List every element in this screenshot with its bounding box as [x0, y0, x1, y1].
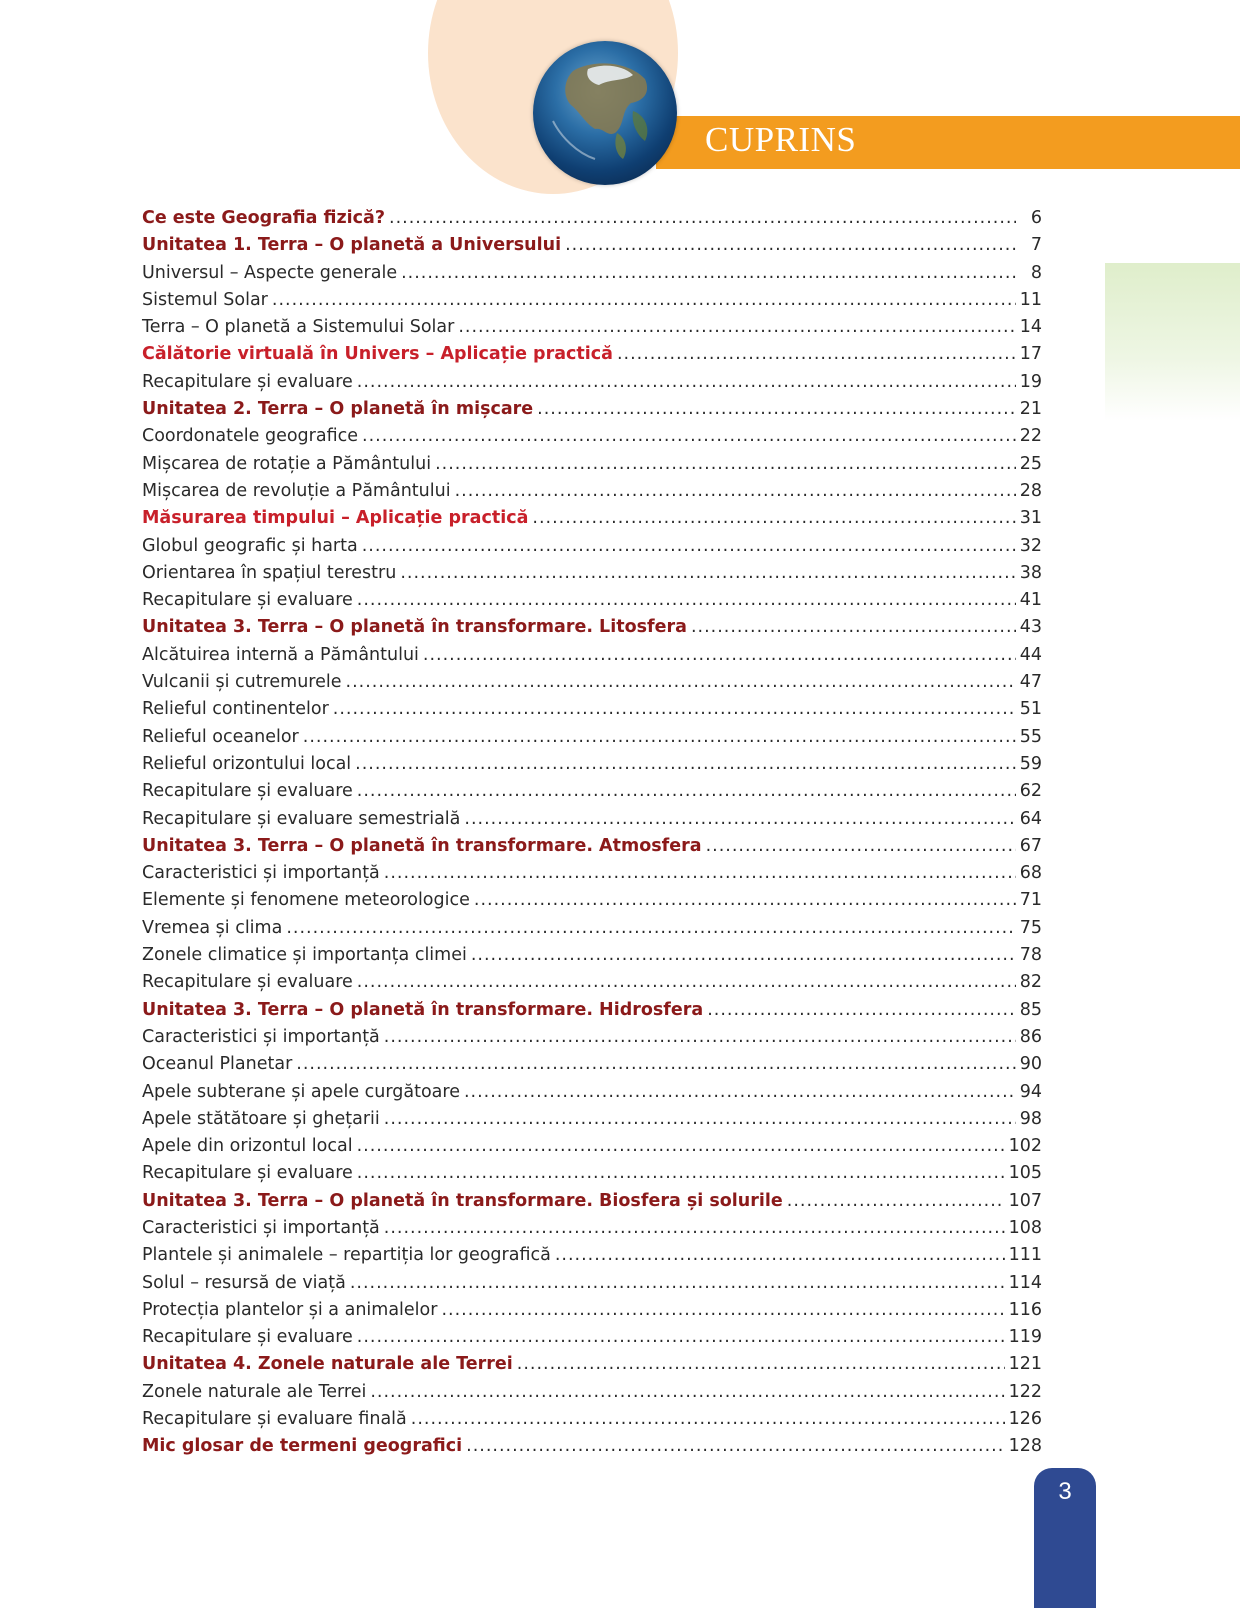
- toc-leader-dots: [362, 533, 1016, 560]
- toc-entry-page: 94: [1019, 1081, 1042, 1102]
- toc-entry: [142, 369, 1042, 396]
- toc-entry-title: Globul geografic și harta: [142, 535, 358, 556]
- toc-leader-dots: [346, 669, 1016, 696]
- toc-entry-page: 28: [1019, 480, 1042, 501]
- toc-entry-page: 121: [1008, 1354, 1042, 1375]
- toc-entry-page: 41: [1019, 590, 1042, 611]
- toc-heading: [142, 205, 1042, 232]
- toc-entry-title: Caracteristici și importanță: [142, 1026, 380, 1047]
- toc-entry-page: 102: [1008, 1136, 1042, 1157]
- toc-leader-dots: [286, 915, 1015, 942]
- toc-entry-page: 78: [1019, 945, 1042, 966]
- toc-leader-dots: [565, 232, 1016, 259]
- toc-leader-dots: [357, 778, 1016, 805]
- toc-entry: [142, 1379, 1042, 1406]
- toc-entry: [142, 887, 1042, 914]
- toc-heading: [142, 614, 1042, 641]
- toc-entry-title: Universul – Aspecte generale: [142, 262, 398, 283]
- toc-entry: [142, 1133, 1042, 1160]
- toc-entry-title: Apele din orizontul local: [142, 1136, 353, 1157]
- toc-entry-page: 6: [1030, 208, 1042, 228]
- toc-entry-title: Recapitulare și evaluare finală: [142, 1409, 407, 1430]
- toc-entry-page: 114: [1008, 1272, 1042, 1293]
- globe-icon: [533, 41, 677, 185]
- toc-entry: [142, 533, 1042, 560]
- toc-entry: [142, 1270, 1042, 1297]
- toc-entry: [142, 1406, 1042, 1433]
- toc-entry-title: Călătorie virtuală în Univers – Aplicație practică: [142, 344, 613, 365]
- toc-leader-dots: [357, 1324, 1005, 1351]
- toc-entry-page: 43: [1019, 617, 1042, 638]
- toc-entry: [142, 669, 1042, 696]
- toc-leader-dots: [357, 369, 1016, 396]
- toc-leader-dots: [706, 833, 1016, 860]
- toc-leader-dots: [370, 1379, 1004, 1406]
- toc-leader-dots: [384, 1106, 1016, 1133]
- toc-entry: [142, 751, 1042, 778]
- toc-entry-title: Recapitulare și evaluare: [142, 781, 353, 802]
- toc-entry-title: Relieful continentelor: [142, 699, 329, 720]
- toc-entry-page: 17: [1019, 344, 1042, 365]
- toc-entry-title: Unitatea 2. Terra – O planetă în mișcare: [142, 399, 534, 420]
- toc-entry-title: Apele stătătoare și ghețarii: [142, 1108, 380, 1129]
- toc-entry: [142, 1160, 1042, 1187]
- toc-entry-title: Apele subterane și apele curgătoare: [142, 1081, 460, 1102]
- toc-entry-page: 111: [1008, 1245, 1042, 1266]
- page-number: 3: [1058, 1478, 1072, 1505]
- toc-entry-page: 75: [1019, 917, 1042, 938]
- toc-entry-title: Vulcanii și cutremurele: [142, 672, 342, 693]
- toc-entry: [142, 1024, 1042, 1051]
- toc-heading: [142, 1188, 1042, 1215]
- toc-leader-dots: [464, 806, 1015, 833]
- toc-entry: [142, 1079, 1042, 1106]
- toc-entry-page: 47: [1019, 672, 1042, 693]
- toc-entry: [142, 260, 1042, 287]
- toc-leader-dots: [471, 942, 1016, 969]
- toc-entry-title: Vremea și clima: [142, 917, 283, 938]
- toc-entry-title: Ce este Geografia fizică?: [142, 208, 386, 228]
- toc-entry-title: Recapitulare și evaluare: [142, 1327, 353, 1348]
- toc-leader-dots: [272, 287, 1016, 314]
- toc-entry-title: Protecția plantelor și a animalelor: [142, 1299, 438, 1320]
- toc-entry-page: 86: [1019, 1026, 1042, 1047]
- toc-entry-page: 38: [1019, 562, 1042, 583]
- toc-leader-dots: [464, 1079, 1016, 1106]
- toc-entry-title: Măsurarea timpului – Aplicație practică: [142, 508, 529, 529]
- toc-entry-title: Caracteristici și importanță: [142, 1217, 380, 1238]
- toc-entry-page: 25: [1019, 453, 1042, 474]
- toc-entry: [142, 860, 1042, 887]
- toc-heading: [142, 997, 1042, 1024]
- toc-entry: [142, 778, 1042, 805]
- toc-entry-page: 21: [1019, 399, 1042, 420]
- toc-entry: [142, 1242, 1042, 1269]
- toc-entry: [142, 1106, 1042, 1133]
- toc-entry-page: 108: [1008, 1217, 1042, 1238]
- toc-leader-dots: [355, 751, 1016, 778]
- toc-leader-dots: [555, 1242, 1005, 1269]
- toc-entry-page: 22: [1019, 426, 1042, 447]
- toc-entry-page: 105: [1008, 1163, 1042, 1184]
- toc-entry-page: 51: [1019, 699, 1042, 720]
- toc-entry-title: Plantele și animalele – repartiția lor geografică: [142, 1245, 551, 1266]
- toc-entry: [142, 969, 1042, 996]
- toc-leader-dots: [787, 1188, 1005, 1215]
- toc-heading: [142, 341, 1042, 368]
- toc-heading: [142, 396, 1042, 423]
- toc-entry-page: 8: [1030, 262, 1042, 283]
- toc-entry: [142, 560, 1042, 587]
- toc-entry-page: 82: [1019, 972, 1042, 993]
- toc-entry: [142, 1297, 1042, 1324]
- toc-entry-page: 126: [1008, 1409, 1042, 1430]
- toc-heading: [142, 833, 1042, 860]
- toc-heading: [142, 232, 1042, 259]
- toc-entry-page: 90: [1019, 1054, 1042, 1075]
- toc-leader-dots: [384, 1024, 1016, 1051]
- toc-leader-dots: [441, 1297, 1004, 1324]
- toc-entry-title: Unitatea 3. Terra – O planetă în transformare. Hidrosfera: [142, 999, 704, 1020]
- toc-entry: [142, 314, 1042, 341]
- toc-entry: [142, 451, 1042, 478]
- toc-leader-dots: [296, 1051, 1015, 1078]
- toc-leader-dots: [333, 696, 1016, 723]
- toc-leader-dots: [455, 478, 1016, 505]
- toc-entry-page: 44: [1019, 644, 1042, 665]
- toc-entry-page: 59: [1019, 753, 1042, 774]
- toc-entry-title: Mic glosar de termeni geografici: [142, 1436, 463, 1457]
- table-of-contents: [142, 205, 1042, 1461]
- toc-entry-title: Solul – resursă de viață: [142, 1272, 346, 1293]
- toc-leader-dots: [350, 1270, 1005, 1297]
- toc-entry-title: Recapitulare și evaluare: [142, 371, 353, 392]
- toc-entry-page: 31: [1019, 508, 1042, 529]
- toc-entry: [142, 287, 1042, 314]
- toc-leader-dots: [423, 642, 1016, 669]
- toc-entry-page: 19: [1019, 371, 1042, 392]
- toc-heading: [142, 1433, 1042, 1460]
- toc-heading: [142, 1351, 1042, 1378]
- toc-entry-title: Recapitulare și evaluare: [142, 590, 353, 611]
- toc-entry-page: 11: [1019, 289, 1042, 310]
- toc-entry-title: Unitatea 4. Zonele naturale ale Terrei: [142, 1354, 513, 1375]
- toc-entry-page: 62: [1019, 781, 1042, 802]
- toc-entry: [142, 1215, 1042, 1242]
- toc-entry-page: 68: [1019, 863, 1042, 884]
- toc-entry-page: 98: [1019, 1108, 1042, 1129]
- toc-entry: [142, 1051, 1042, 1078]
- page-title: CUPRINS: [705, 120, 857, 159]
- toc-entry-page: 64: [1019, 808, 1042, 829]
- toc-entry-page: 116: [1008, 1299, 1042, 1320]
- toc-entry: [142, 642, 1042, 669]
- toc-entry-title: Recapitulare și evaluare semestrială: [142, 808, 461, 829]
- toc-leader-dots: [707, 997, 1015, 1024]
- toc-entry-page: 71: [1019, 890, 1042, 911]
- toc-entry-title: Sistemul Solar: [142, 289, 268, 310]
- toc-entry-page: 14: [1019, 317, 1042, 338]
- toc-entry-title: Alcătuirea internă a Pământului: [142, 644, 419, 665]
- toc-entry-title: Zonele climatice și importanța climei: [142, 945, 467, 966]
- toc-leader-dots: [362, 423, 1016, 450]
- toc-entry-page: 107: [1008, 1190, 1042, 1211]
- toc-entry: [142, 915, 1042, 942]
- toc-leader-dots: [435, 451, 1016, 478]
- toc-entry-title: Elemente și fenomene meteorologice: [142, 890, 470, 911]
- toc-leader-dots: [357, 969, 1016, 996]
- toc-leader-dots: [537, 396, 1016, 423]
- toc-entry-title: Oceanul Planetar: [142, 1054, 293, 1075]
- toc-leader-dots: [400, 560, 1015, 587]
- toc-entry: [142, 478, 1042, 505]
- toc-leader-dots: [384, 1215, 1005, 1242]
- toc-entry-title: Coordonatele geografice: [142, 426, 358, 447]
- toc-entry-title: Caracteristici și importanță: [142, 863, 380, 884]
- toc-entry-page: 128: [1008, 1436, 1042, 1457]
- toc-entry-title: Mișcarea de revoluție a Pământului: [142, 480, 451, 501]
- toc-entry-title: Recapitulare și evaluare: [142, 1163, 353, 1184]
- toc-heading: [142, 505, 1042, 532]
- toc-leader-dots: [357, 1160, 1005, 1187]
- toc-entry-title: Orientarea în spațiul terestru: [142, 562, 397, 583]
- toc-entry-title: Unitatea 1. Terra – O planetă a Universului: [142, 235, 562, 256]
- toc-leader-dots: [517, 1351, 1005, 1378]
- toc-entry: [142, 806, 1042, 833]
- toc-leader-dots: [466, 1433, 1004, 1460]
- toc-entry: [142, 1324, 1042, 1351]
- toc-entry-title: Terra – O planetă a Sistemului Solar: [142, 317, 455, 338]
- toc-entry: [142, 942, 1042, 969]
- toc-leader-dots: [474, 887, 1016, 914]
- toc-entry-title: Relieful oceanelor: [142, 726, 299, 747]
- toc-leader-dots: [384, 860, 1016, 887]
- side-tab-decoration: [1105, 263, 1240, 421]
- toc-entry-page: 7: [1030, 235, 1042, 256]
- toc-entry: [142, 423, 1042, 450]
- toc-entry-title: Unitatea 3. Terra – O planetă în transformare. Litosfera: [142, 617, 687, 638]
- toc-entry-page: 67: [1019, 835, 1042, 856]
- toc-entry: [142, 696, 1042, 723]
- toc-leader-dots: [389, 205, 1016, 232]
- toc-leader-dots: [357, 587, 1016, 614]
- toc-leader-dots: [357, 1133, 1005, 1160]
- toc-entry: [142, 724, 1042, 751]
- toc-leader-dots: [617, 341, 1016, 368]
- toc-entry-page: 55: [1019, 726, 1042, 747]
- toc-entry-title: Zonele naturale ale Terrei: [142, 1381, 367, 1402]
- toc-entry-title: Recapitulare și evaluare: [142, 972, 353, 993]
- toc-leader-dots: [401, 260, 1016, 287]
- toc-leader-dots: [303, 724, 1016, 751]
- toc-leader-dots: [458, 314, 1015, 341]
- toc-entry-page: 122: [1008, 1381, 1042, 1402]
- toc-entry-page: 119: [1008, 1327, 1042, 1348]
- toc-entry: [142, 587, 1042, 614]
- toc-entry-title: Unitatea 3. Terra – O planetă în transformare. Atmosfera: [142, 835, 702, 856]
- toc-entry-page: 32: [1019, 535, 1042, 556]
- toc-entry-page: 85: [1019, 999, 1042, 1020]
- toc-entry-title: Mișcarea de rotație a Pământului: [142, 453, 432, 474]
- toc-entry-title: Relieful orizontului local: [142, 753, 352, 774]
- toc-entry-title: Unitatea 3. Terra – O planetă în transformare. Biosfera și solurile: [142, 1190, 783, 1211]
- toc-leader-dots: [691, 614, 1016, 641]
- toc-leader-dots: [411, 1406, 1005, 1433]
- toc-leader-dots: [532, 505, 1015, 532]
